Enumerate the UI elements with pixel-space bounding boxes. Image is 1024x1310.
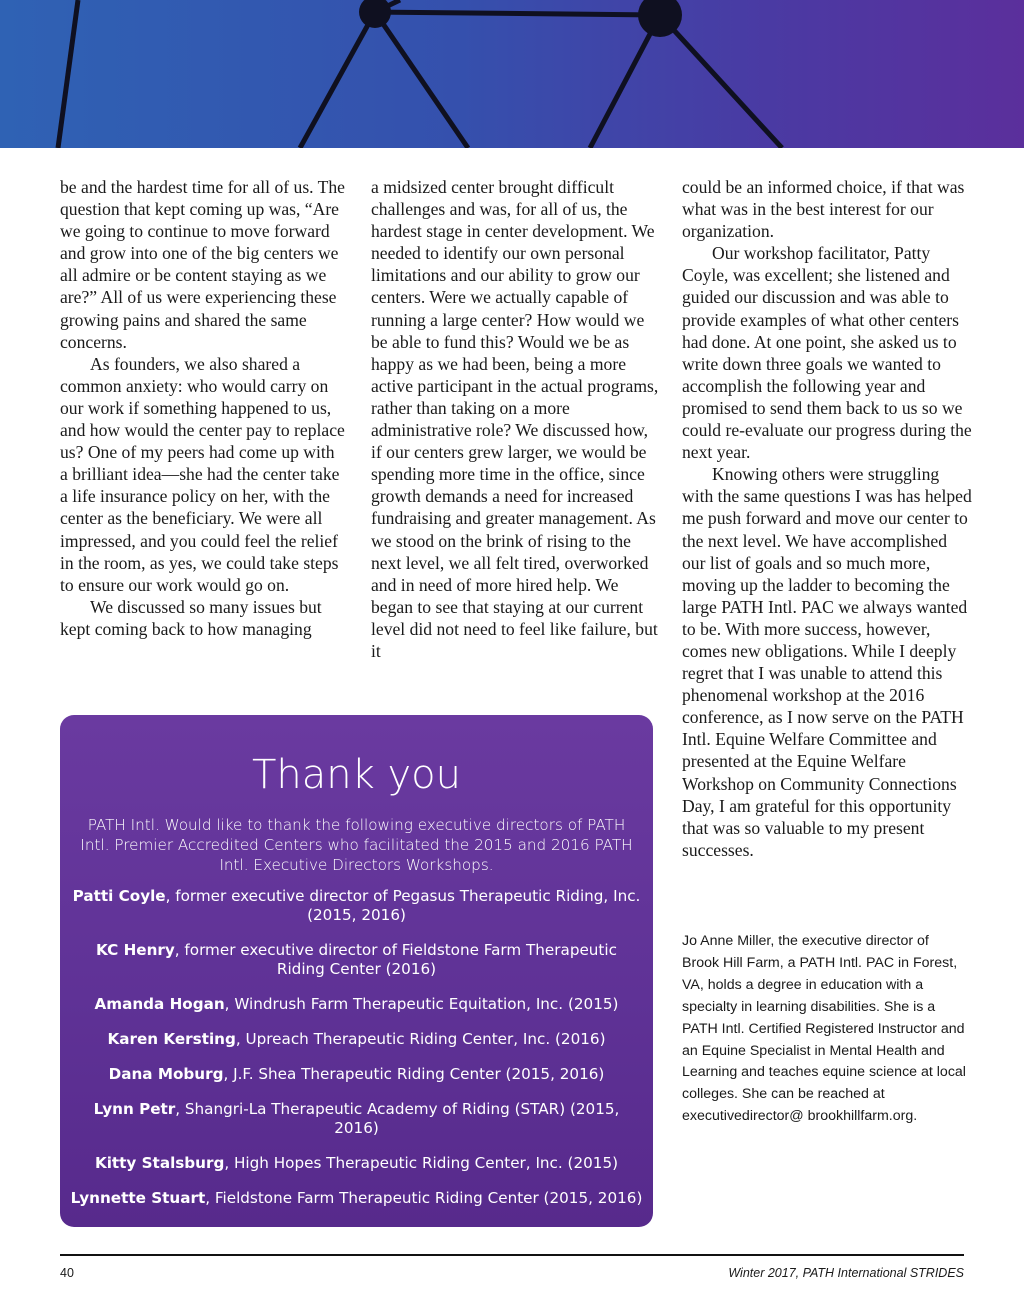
director-detail: , Upreach Therapeutic Riding Center, Inc. (2016) (235, 1030, 606, 1048)
director-name: KC Henry (96, 941, 175, 959)
text-column-2 (371, 176, 661, 662)
director-detail: , High Hopes Therapeutic Riding Center, Inc. (2015) (224, 1154, 619, 1172)
network-line (375, 12, 660, 15)
director-detail: , former executive director of Fieldstone Farm Therapeutic Riding Center (2016) (174, 941, 617, 978)
text-column-1 (60, 176, 345, 640)
thank-you-intro: PATH Intl. Would like to thank the following executive directors of PATH Intl. Premier Accredited Centers who facilitated the 2015 and 2016 PATH Intl. Executive Directors Workshops. (80, 816, 633, 874)
network-line (58, 0, 78, 148)
text-column-3 (682, 176, 972, 861)
network-line (660, 15, 782, 148)
network-line (300, 12, 375, 148)
director-name: Karen Kersting (107, 1030, 236, 1048)
thank-you-list (70, 887, 643, 1224)
director-name: Kitty Stalsburg (94, 1154, 225, 1172)
network-line (375, 12, 468, 148)
paragraph: a midsized center brought difficult challenges and was, for all of us, the hardest stage in center development. We needed to identify our own personal limitations and our ability to grow our centers. Were we actually capable of running a large center? How would we be able to fund this? Would we be as happy as we had been, being a more active participant in the actual programs, rather than taking on a more administrative role? We discussed how, if our centers grew larger, we would be spending more time in the office, since growth demands a need for increased fundraising and greater management. As we stood on the brink of rising to the next level, we all felt tired, overworked and in need of more hired help. We began to see that staying at our current level did not need to feel like failure, but it (371, 177, 659, 661)
thank-you-title: Thank you (251, 752, 462, 798)
list-item (70, 1154, 643, 1173)
paragraph: could be an informed choice, if that was what was in the best interest for our organization. (682, 177, 965, 242)
director-detail: , Shangri-La Therapeutic Academy of Riding (STAR) (2015, 2016) (175, 1100, 620, 1137)
director-name: Dana Moburg (108, 1065, 224, 1083)
paragraph: Knowing others were struggling with the same questions I was has helped me push forward and move our center to the next level. We have accomplished our list of goals and so much more, moving up the ladder to becoming the large PATH Intl. PAC we always wanted to be. With more success, however, comes new obligations. While I deeply regret that I was unable to attend this phenomenal workshop at the 2016 conference, as I now serve on the PATH Intl. Equine Welfare Committee and presented at the Equine Welfare Workshop on Community Connections Day, I am grateful for this opportunity that was so valuable to my present successes. (682, 464, 972, 860)
director-name: Amanda Hogan (94, 995, 225, 1013)
publication-title: Winter 2017, PATH International STRIDES (728, 1266, 964, 1280)
thank-you-box (60, 715, 653, 1227)
author-bio: Jo Anne Miller, the executive director of Brook Hill Farm, a PATH Intl. PAC in Forest, VA, holds a degree in education with a specialty in learning disabilities. She is a PATH Intl. Certified Registered Instructor and an Equine Specialist in Mental Health and Learning and teaches equine science at local colleges. She can be reached at executivedirector@ brookhillfarm.org. (682, 933, 966, 1125)
paragraph: Our workshop facilitator, Patty Coyle, was excellent; she listened and guided our discussion and was able to provide examples of what other centers had done. At one point, she asked us to write down three goals we wanted to accomplish the following year and promised to send them back to us so we could re-evaluate our progress during the next year. (682, 243, 972, 463)
page-number: 40 (60, 1266, 74, 1280)
list-item (70, 941, 643, 979)
list-item (70, 1030, 643, 1049)
director-name: Lynnette Stuart (70, 1189, 206, 1207)
list-item (70, 887, 643, 925)
director-detail: , J.F. Shea Therapeutic Riding Center (2015, 2016) (223, 1065, 605, 1083)
list-item (70, 1189, 643, 1208)
paragraph: be and the hardest time for all of us. The question that kept coming up was, “Are we going to continue to move forward and grow into one of the big centers we all admire or be content staying as we are?” All of us were experiencing these growing pains and shared the same concerns. (60, 177, 345, 352)
network-line (590, 15, 660, 148)
network-node (359, 0, 391, 28)
director-name: Patti Coyle (72, 887, 166, 905)
network-graphic (0, 0, 1024, 148)
paragraph: We discussed so many issues but kept coming back to how managing (60, 596, 322, 639)
list-item (70, 995, 643, 1014)
director-detail: , Fieldstone Farm Therapeutic Riding Center (2015, 2016) (205, 1189, 643, 1207)
director-detail: , former executive director of Pegasus Therapeutic Riding, Inc. (2015, 2016) (165, 887, 641, 924)
list-item (70, 1100, 643, 1138)
list-item (70, 1065, 643, 1084)
paragraph: As founders, we also shared a common anxiety: who would carry on our work if something happened to us, and how would the center pay to replace us? One of my peers had come up with a brilliant idea—she had the center take a life insurance policy on her, with the center as the beneficiary. We were all impressed, and you could feel the relief in the room, as yes, we could take steps to ensure our work would go on. (60, 353, 345, 595)
footer-rule (60, 1254, 964, 1256)
director-detail: , Windrush Farm Therapeutic Equitation, Inc. (2015) (224, 995, 619, 1013)
header-banner (0, 0, 1024, 148)
director-name: Lynn Petr (93, 1100, 176, 1118)
